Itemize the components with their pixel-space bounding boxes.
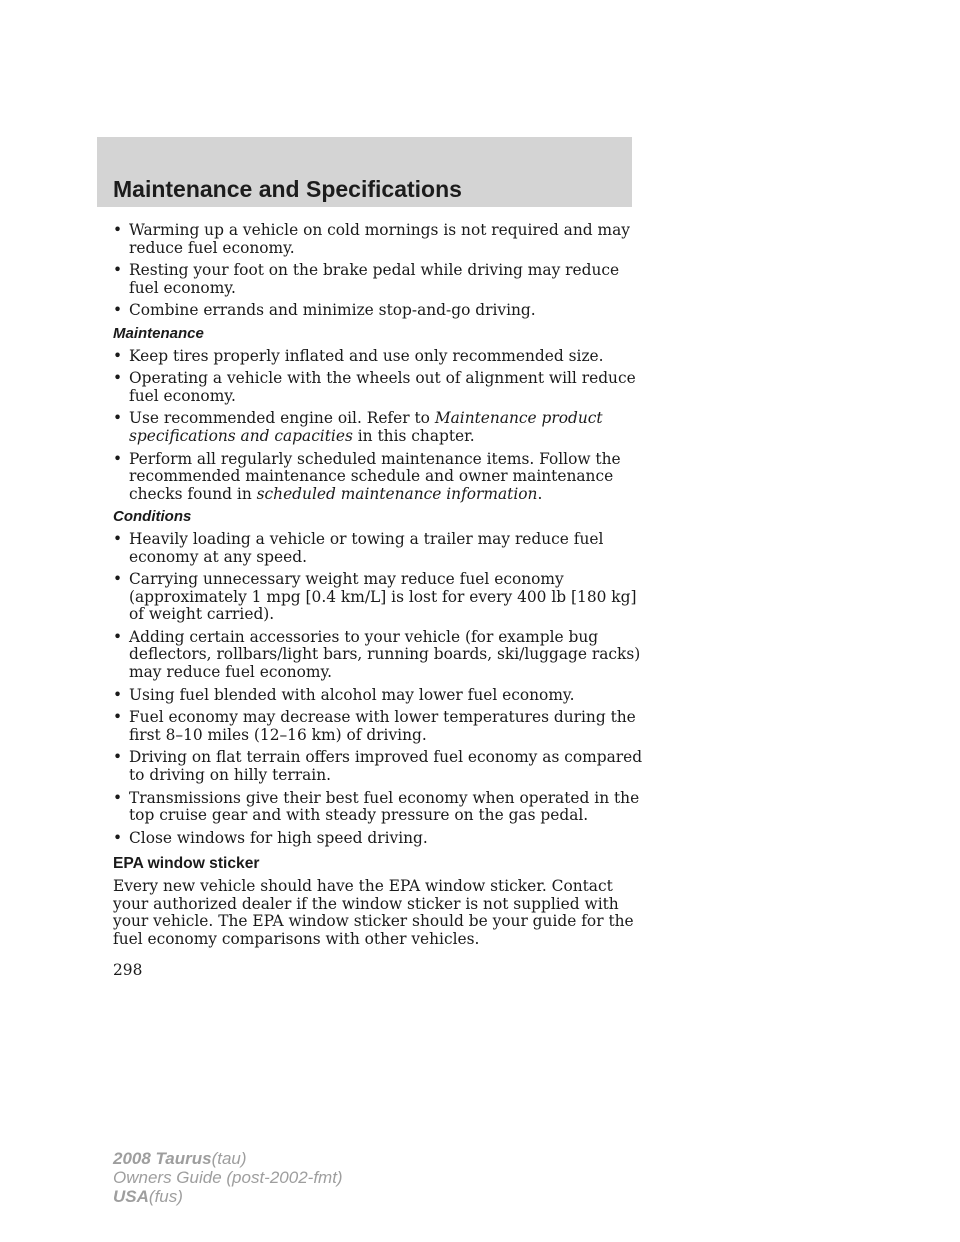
bullet-icon: •: [113, 369, 123, 388]
cross-reference: scheduled maintenance information: [256, 484, 538, 503]
list-item: • Carrying unnecessary weight may reduce fuel economy (approximately 1 mpg [0.4 km/L] is lost for every 400 lb [180 kg] of weight carried).: [113, 570, 637, 624]
bullet-icon: •: [113, 708, 123, 727]
footer-line-model: 2008 Taurus(tau): [113, 1149, 247, 1168]
list-item: • Driving on flat terrain offers improved fuel economy as compared to driving on hilly terrain.: [113, 748, 643, 785]
bullet-icon: •: [113, 685, 123, 704]
bullet-icon: •: [113, 221, 123, 239]
list-item: • Fuel economy may decrease with lower temperatures during the first 8–10 miles (12–16 km) of driving.: [113, 708, 636, 744]
list-item: • Use recommended engine oil. Refer to Maintenance product specifications and capacities in this chapter.: [113, 409, 603, 445]
bullet-icon: •: [113, 346, 123, 365]
list-item: • Keep tires properly inflated and use only recommended size.: [113, 346, 604, 365]
list-item: • Operating a vehicle with the wheels out of alignment will reduce fuel economy.: [113, 369, 636, 405]
footer-line-guide: Owners Guide (post-2002-fmt): [113, 1168, 343, 1187]
bullet-icon: •: [113, 529, 123, 548]
bullet-icon: •: [113, 409, 123, 428]
cross-reference: Maintenance product specifications and capacities: [129, 409, 603, 445]
page-title: Maintenance and Specifications: [113, 176, 462, 202]
list-item: • Transmissions give their best fuel economy when operated in the top cruise gear and with steady pressure on the gas pedal.: [113, 788, 640, 825]
epa-paragraph: Every new vehicle should have the EPA window sticker. Contact your authorized dealer if the window sticker is not supplied with your vehicle. The EPA window sticker should be your guide for the fuel economy comparisons with other vehicles.: [113, 877, 634, 948]
bullet-icon: •: [113, 301, 123, 320]
section-heading-epa: EPA window sticker: [113, 855, 260, 873]
footer-line-market: USA(fus): [113, 1187, 183, 1206]
page-content: [113, 222, 643, 980]
bullet-icon: •: [113, 627, 123, 646]
list-item: • Warming up a vehicle on cold mornings is not required and may reduce fuel economy.: [113, 221, 630, 257]
bullet-icon: •: [113, 570, 123, 589]
bullet-icon: •: [113, 828, 123, 847]
bullet-icon: •: [113, 788, 123, 807]
list-item: • Perform all regularly scheduled maintenance items. Follow the recommended maintenance schedule and owner maintenance checks found in scheduled maintenance information.: [113, 449, 621, 503]
section-heading-maintenance: Maintenance: [113, 324, 204, 342]
page-number: 298: [113, 961, 143, 980]
bullet-icon: •: [113, 748, 123, 767]
list-item: • Heavily loading a vehicle or towing a trailer may reduce fuel economy at any speed.: [113, 529, 604, 566]
list-item: • Resting your foot on the brake pedal while driving may reduce fuel economy.: [113, 261, 620, 297]
bullet-icon: •: [113, 449, 123, 468]
list-item: • Adding certain accessories to your vehicle (for example bug deflectors, rollbars/light bars, running boards, ski/luggage racks) may reduce fuel economy.: [113, 627, 641, 682]
list-item: • Using fuel blended with alcohol may lower fuel economy.: [113, 685, 575, 704]
list-item: • Combine errands and minimize stop-and-go driving.: [113, 301, 536, 320]
section-heading-conditions: Conditions: [113, 508, 192, 526]
list-item: • Close windows for high speed driving.: [113, 828, 428, 847]
document-footer: [113, 1149, 343, 1206]
bullet-icon: •: [113, 261, 123, 280]
